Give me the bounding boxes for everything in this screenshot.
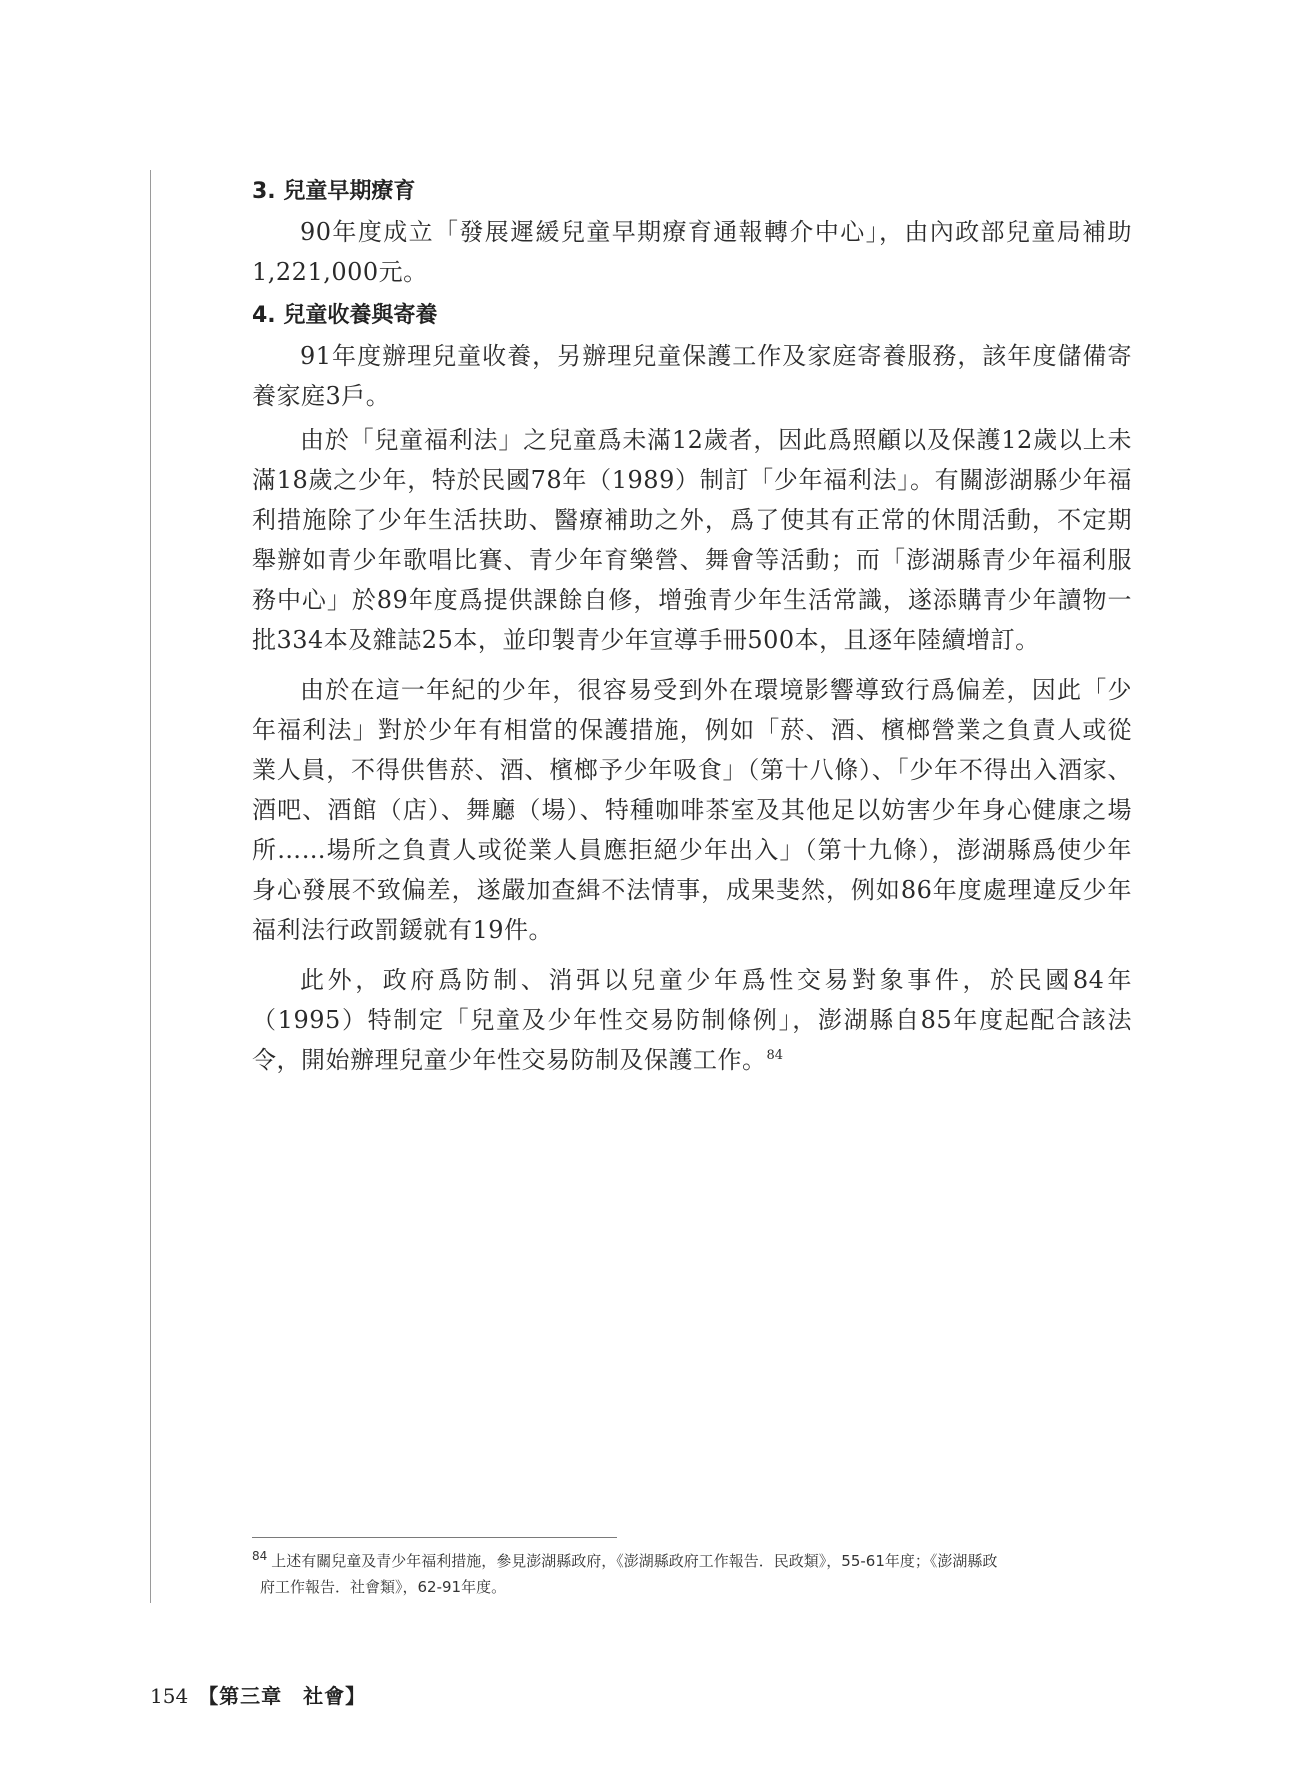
- footnote-line-2: 府工作報告．社會類》，62-91年度。: [260, 1578, 507, 1596]
- section-heading-early-intervention: 3. 兒童早期療育: [252, 179, 416, 204]
- footnote-separator: [252, 1537, 617, 1538]
- page-body: [252, 172, 1132, 1090]
- paragraph-adoption: 91年度辦理兒童收養，另辦理兒童保護工作及家庭寄養服務，該年度儲備寄養家庭3戶。: [252, 342, 1132, 410]
- footnote-text-1: 上述有關兒童及青少年福利措施，參見澎湖縣政府，《澎湖縣政府工作報告．民政類》，55-61年度；《澎湖縣政: [271, 1552, 998, 1570]
- paragraph-youth-welfare-law: 由於「兒童福利法」之兒童爲未滿12歲者，因此爲照顧以及保護12歲以上未滿18歲之少年，特於民國78年（1989）制訂「少年福利法」。有關澎湖縣少年福利措施除了少年生活扶助、醫療補助之外，爲了使其有正常的休閒活動，不定期舉辦如青少年歌唱比賽、青少年育樂營、舞會等活動；而「澎湖縣青少年福利服務中心」於89年度爲提供課餘自修，增強青少年生活常識，遂添購青少年讀物一批334本及雜誌25本，並印製青少年宣導手冊500本，且逐年陸續增訂。: [252, 426, 1132, 654]
- margin-rule: [150, 170, 151, 1603]
- footnote: [252, 1548, 1132, 1600]
- paragraph-youth-protection: 由於在這一年紀的少年，很容易受到外在環境影響導致行爲偏差，因此「少年福利法」對於少年有相當的保護措施，例如「菸、酒、檳榔營業之負責人或從業人員，不得供售菸、酒、檳榔予少年吸食」（第十八條）、「少年不得出入酒家、酒吧、酒館（店）、舞廳（場）、特種咖啡茶室及其他足以妨害少年身心健康之場所……場所之負責人或從業人員應拒絕少年出入」（第十九條），澎湖縣爲使少年身心發展不致偏差，遂嚴加查緝不法情事，成果斐然，例如86年度處理違反少年福利法行政罰鍰就有19件。: [252, 676, 1132, 944]
- page-footer: [150, 1680, 366, 1709]
- page-number: 154: [150, 1684, 189, 1708]
- paragraph-early-intervention: 90年度成立「發展遲緩兒童早期療育通報轉介中心」，由內政部兒童局補助1,221,000元。: [252, 218, 1132, 286]
- footnote-line-1: [252, 1548, 1132, 1574]
- footnote-number: 84: [252, 1549, 268, 1563]
- section-heading-adoption-foster: 4. 兒童收養與寄養: [252, 303, 438, 328]
- chapter-label: 【第三章 社會】: [198, 1684, 367, 1708]
- paragraph-sex-trade-prevention: [252, 960, 1132, 1080]
- paragraph-sex-trade-prevention-text: 此外，政府爲防制、消弭以兒童少年爲性交易對象事件，於民國84年（1995）特制定「兒童及少年性交易防制條例」，澎湖縣自85年度起配合該法令，開始辦理兒童少年性交易防制及保護工作。: [252, 966, 1132, 1074]
- footnote-reference[interactable]: 84: [766, 1048, 784, 1063]
